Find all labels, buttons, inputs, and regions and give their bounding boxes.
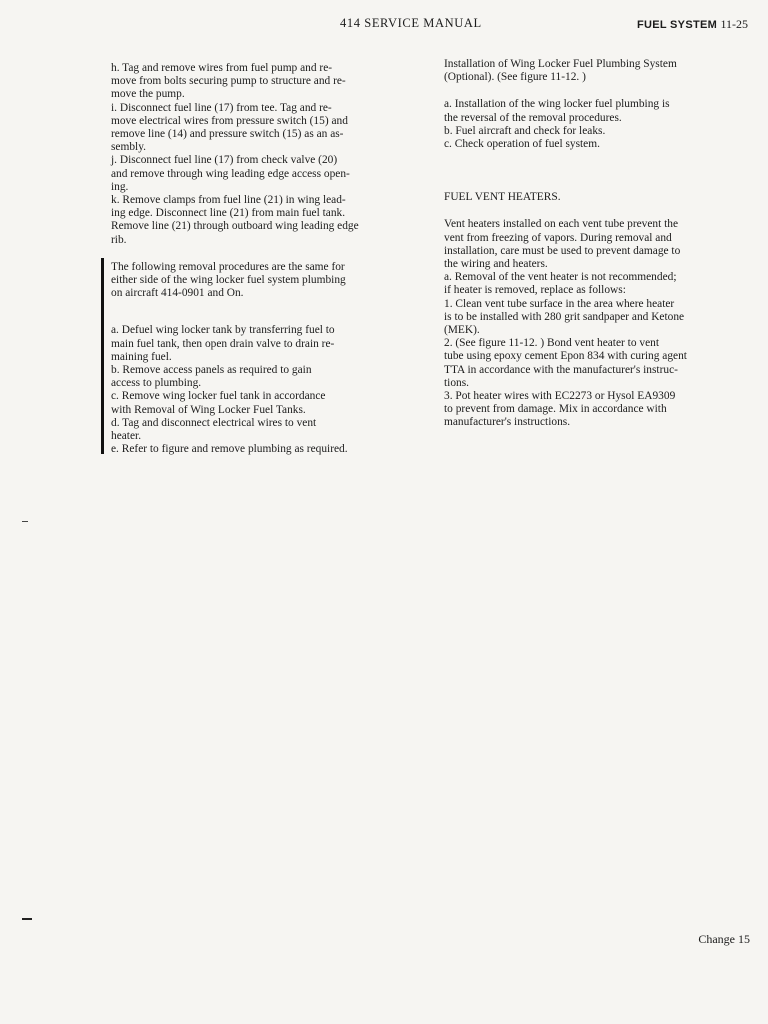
- text-line: Installation of Wing Locker Fuel Plumbing System: [444, 58, 677, 70]
- text-line: (Optional). (See figure 11-12. ): [444, 71, 586, 84]
- left-column: [111, 62, 419, 456]
- text-line: ing edge. Disconnect line (21) from main fuel tank.: [111, 207, 346, 220]
- text-line: maining fuel.: [111, 350, 172, 363]
- fuel-vent-heaters-text: [444, 218, 746, 429]
- section-header: [637, 17, 748, 32]
- text-line: access to plumbing.: [111, 377, 202, 390]
- text-line: 3. Pot heater wires with EC2273 or Hysol EA9309: [444, 390, 676, 403]
- text-line: to prevent from damage. Mix in accordance with: [444, 403, 667, 416]
- text-line: move electrical wires from pressure switch (15) and: [111, 114, 348, 127]
- text-line: rib.: [111, 233, 127, 246]
- text-line: b. Remove access panels as required to gain: [111, 364, 312, 377]
- text-line: main fuel tank, then open drain valve to drain re-: [111, 337, 335, 350]
- text-line: vent from freezing of vapors. During removal and: [444, 231, 672, 244]
- text-line: if heater is removed, replace as follows:: [444, 284, 626, 297]
- change-number: Change 15: [698, 932, 750, 946]
- text-line: the reversal of the removal procedures.: [444, 111, 622, 124]
- text-line: k. Remove clamps from fuel line (21) in wing lead-: [111, 194, 346, 207]
- text-line: e. Refer to figure and remove plumbing as required.: [111, 443, 348, 456]
- text-line: with Removal of Wing Locker Fuel Tanks.: [111, 403, 306, 416]
- fuel-vent-heaters-heading: FUEL VENT HEATERS.: [444, 191, 561, 204]
- section-name: FUEL SYSTEM: [636, 19, 718, 31]
- right-column: [444, 58, 746, 430]
- text-line: d. Tag and disconnect electrical wires to vent: [111, 416, 317, 429]
- text-line: b. Fuel aircraft and check for leaks.: [444, 124, 606, 137]
- text-line: Remove line (21) through outboard wing leading edge: [111, 220, 359, 233]
- text-line: remove line (14) and pressure switch (15) as an as-: [111, 128, 344, 141]
- scan-speck: [22, 521, 28, 522]
- wing-locker-removal-steps: [111, 324, 419, 456]
- text-line: The following removal procedures are the same for: [111, 260, 345, 273]
- text-line: either side of the wing locker fuel system plumbing: [111, 274, 346, 287]
- text-line: a. Removal of the vent heater is not recommended;: [444, 271, 677, 284]
- text-line: tions.: [444, 376, 470, 389]
- installation-heading: [444, 58, 746, 84]
- text-line: 1. Clean vent tube surface in the area where heater: [444, 297, 675, 310]
- text-line: the wiring and heaters.: [444, 258, 548, 271]
- text-line: ing.: [111, 180, 129, 193]
- text-line: h. Tag and remove wires from fuel pump and re-: [111, 62, 333, 74]
- text-line: i. Disconnect fuel line (17) from tee. Tag and re-: [111, 101, 332, 114]
- text-line: a. Defuel wing locker tank by transferring fuel to: [111, 324, 335, 337]
- text-line: 2. (See figure 11-12. ) Bond vent heater to vent: [444, 337, 659, 350]
- removal-steps-continued: [111, 62, 419, 247]
- change-bar: [101, 258, 104, 454]
- text-line: heater.: [111, 430, 142, 443]
- installation-steps: [444, 98, 746, 151]
- text-line: a. Installation of the wing locker fuel plumbing is: [444, 98, 670, 111]
- text-line: tube using epoxy cement Epon 834 with curing agent: [444, 350, 687, 363]
- scan-speck: [22, 918, 32, 920]
- text-line: j. Disconnect fuel line (17) from check valve (20): [111, 154, 338, 167]
- text-line: is to be installed with 280 grit sandpaper and Ketone: [444, 310, 685, 323]
- text-line: and remove through wing leading edge access open-: [111, 167, 350, 180]
- text-line: TTA in accordance with the manufacturer's instruc-: [444, 363, 678, 376]
- text-line: on aircraft 414-0901 and On.: [111, 287, 244, 300]
- text-line: installation, care must be used to prevent damage to: [444, 244, 681, 257]
- manual-title: 414 SERVICE MANUAL: [340, 16, 482, 30]
- text-line: Vent heaters installed on each vent tube prevent the: [444, 218, 679, 231]
- text-line: move from bolts securing pump to structure and re-: [111, 75, 346, 88]
- text-line: manufacturer's instructions.: [444, 416, 571, 429]
- text-line: (MEK).: [444, 324, 480, 337]
- text-line: c. Remove wing locker fuel tank in accordance: [111, 390, 326, 403]
- wing-locker-intro: [111, 261, 419, 301]
- text-line: c. Check operation of fuel system.: [444, 138, 600, 151]
- page-number: 11-25: [720, 17, 748, 31]
- text-line: sembly.: [111, 141, 147, 154]
- text-line: move the pump.: [111, 88, 185, 101]
